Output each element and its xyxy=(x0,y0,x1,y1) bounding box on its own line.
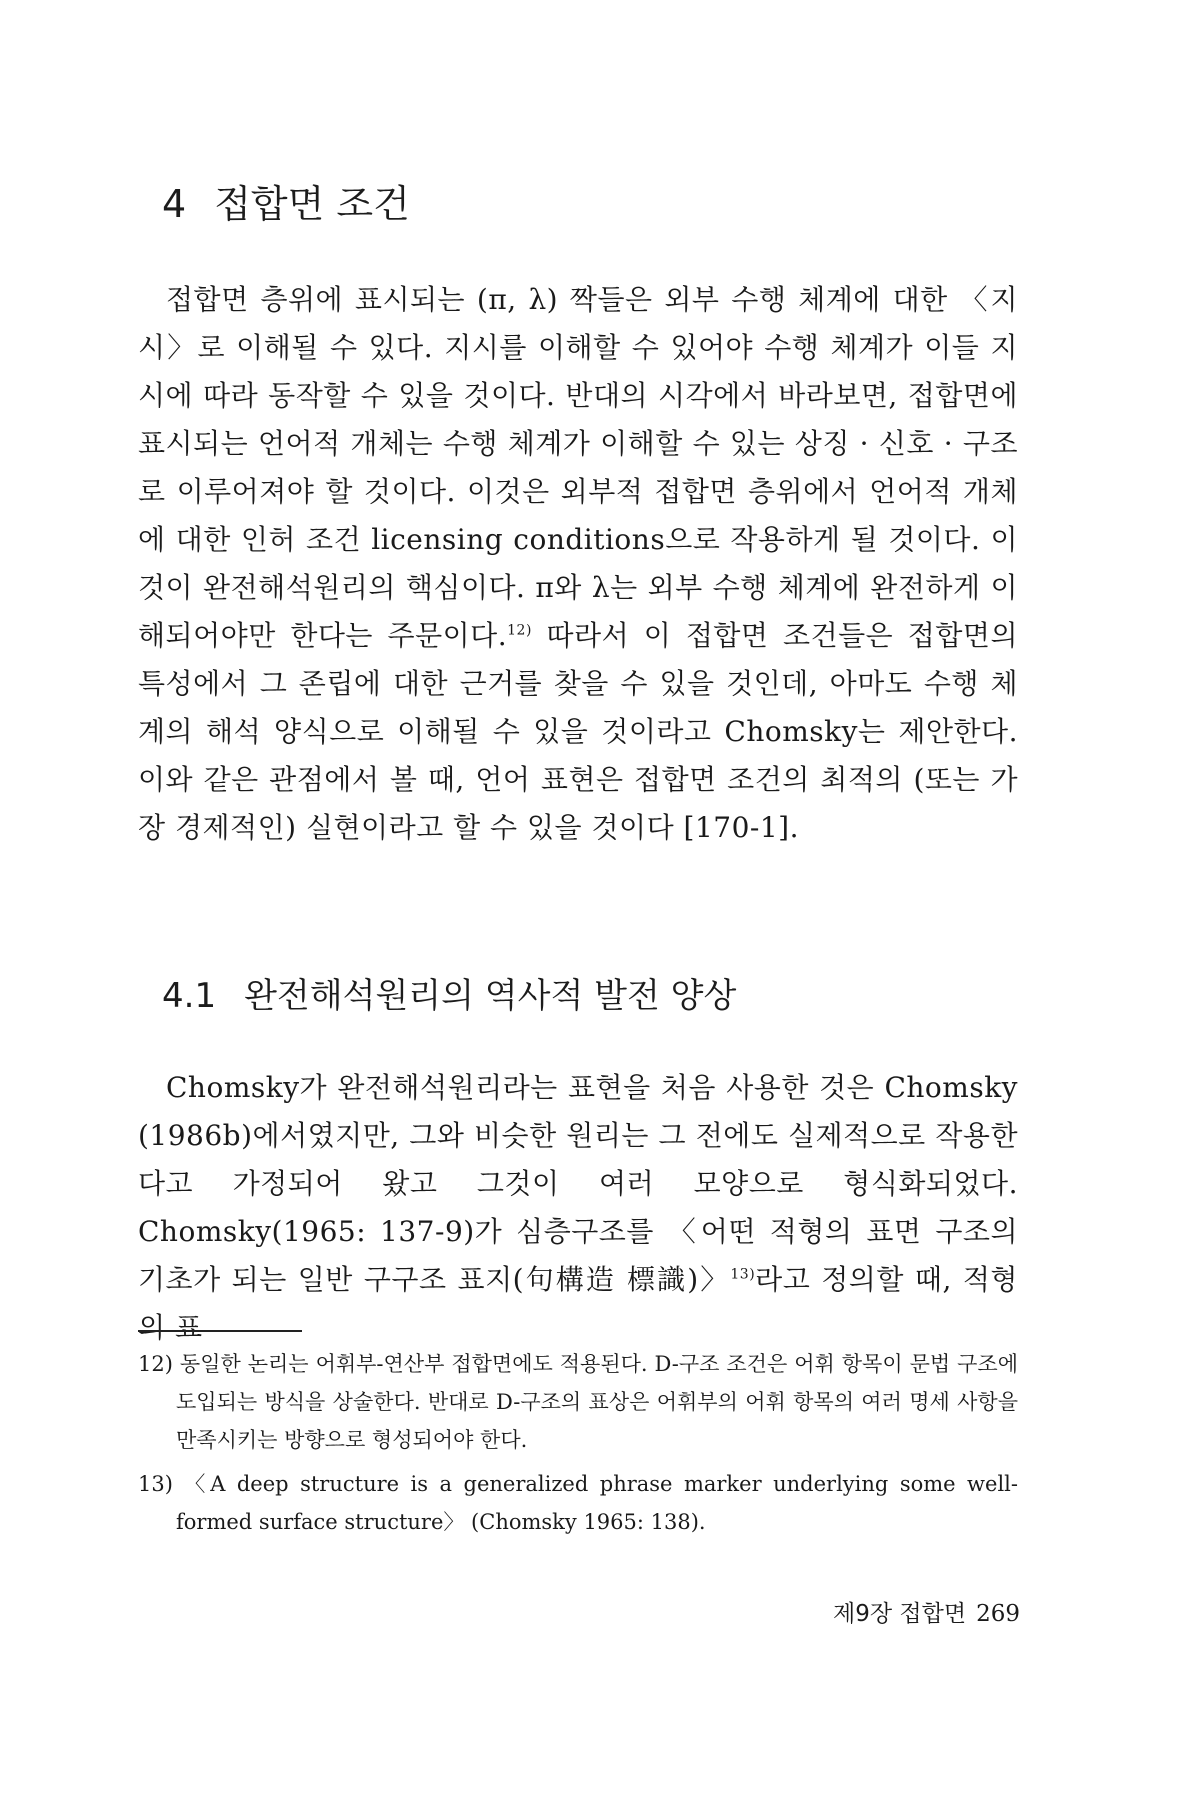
footnotes xyxy=(138,1345,1018,1547)
section-heading xyxy=(162,173,410,228)
footnote-13 xyxy=(138,1465,1018,1541)
subsection-title: 완전해석원리의 역사적 발전 양상 xyxy=(244,976,737,1017)
paragraph-2-text-b: 라고 정의할 때, 적형의 표 xyxy=(138,1263,1018,1344)
footnote-divider xyxy=(138,1330,302,1332)
chapter-label: 제9장 접합면 xyxy=(833,1601,967,1627)
footnote-text: 동일한 논리는 어휘부-연산부 접합면에도 적용된다. D-구조 조건은 어휘 항목이 문법 구조에 도입되는 방식을 상술한다. 반대로 D-구조의 표상은 어휘부의 어휘 항목의 여러 명세 사항을 만족시키는 방향으로 형성되어야 한다. xyxy=(176,1352,1019,1452)
page-number: 269 xyxy=(976,1601,1020,1627)
subsection-number: 4.1 xyxy=(162,976,217,1017)
footnote-12 xyxy=(138,1345,1018,1459)
paragraph-2-text-a: Chomsky가 완전해석원리라는 표현을 처음 사용한 것은 Chomsky (1986b)에서였지만, 그와 비슷한 원리는 그 전에도 실제적으로 작용한다고 가정되어 왔고 그것이 여러 모양으로 형식화되었다. Chomsky(1965: 137-9)가 심층구조를 〈어떤 적형의 표면 구조의 기초가 되는 일반 구구조 표지(句構造 標識)〉 xyxy=(138,1071,1018,1296)
footnote-ref-12: 12) xyxy=(507,622,532,639)
footnote-text: 〈A deep structure is a generalized phrase marker underlying some well-formed surface structure〉 (Chomsky 1965: 138). xyxy=(176,1472,1018,1534)
paragraph-1-text-b: 따라서 이 접합면 조건들은 접합면의 특성에서 그 존립에 대한 근거를 찾을 수 있을 것인데, 아마도 수행 체계의 해석 양식으로 이해될 수 있을 것이라고 Chomsky는 제안한다. 이와 같은 관점에서 볼 때, 언어 표현은 접합면 조건의 최적의 (또는 가장 경제적인) 실현이라고 할 수 있을 것이다 [170-1]. xyxy=(138,619,1018,844)
subsection-heading xyxy=(162,968,736,1017)
paragraph-1-text-a: 접합면 층위에 표시되는 (π, λ) 짝들은 외부 수행 체계에 대한 〈지시〉로 이해될 수 있다. 지시를 이해할 수 있어야 수행 체계가 이들 지시에 따라 동작할 수 있을 것이다. 반대의 시각에서 바라보면, 접합면에 표시되는 언어적 개체는 수행 체계가 이해할 수 있는 상징 · 신호 · 구조로 이루어져야 할 것이다. 이것은 외부적 접합면 층위에서 언어적 개체에 대한 인허 조건 licensing conditions으로 작용하게 될 것이다. 이것이 완전해석원리의 핵심이다. π와 λ는 외부 수행 체계에 완전하게 이해되어야만 한다는 주문이다. xyxy=(138,283,1018,652)
body-paragraph-1 xyxy=(138,276,1018,852)
section-number: 4 xyxy=(162,182,187,227)
footnote-ref-13: 13) xyxy=(730,1266,756,1283)
body-paragraph-2 xyxy=(138,1064,1018,1352)
section-title: 접합면 조건 xyxy=(214,182,410,227)
footnote-marker: 13) xyxy=(138,1472,173,1496)
running-footer xyxy=(833,1595,1020,1628)
footnote-marker: 12) xyxy=(138,1352,173,1376)
